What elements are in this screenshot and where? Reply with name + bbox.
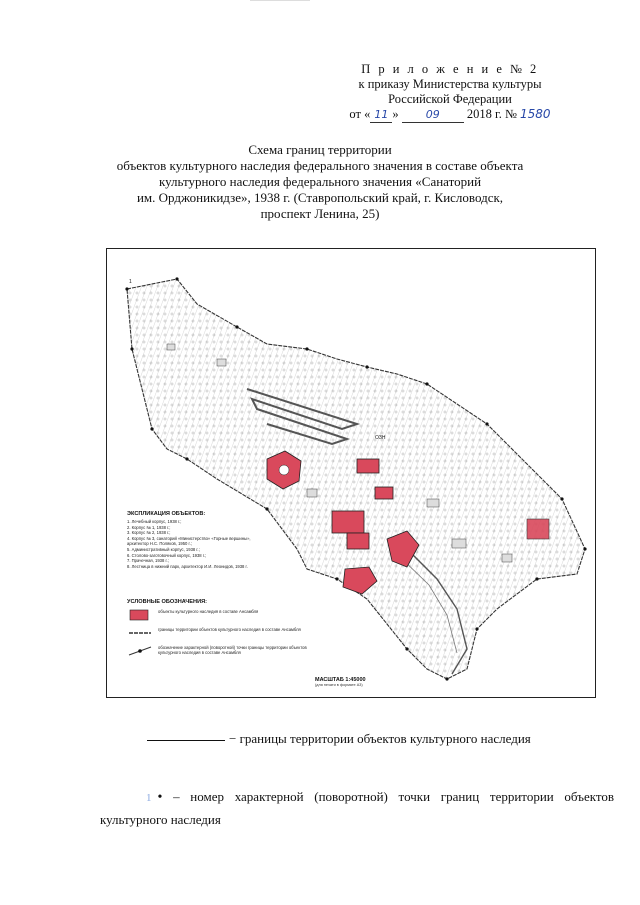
explication-item: 3. Корпус № 2, 1938 г.; xyxy=(127,530,171,536)
appendix-number: П р и л о ж е н и е № 2 xyxy=(361,62,539,76)
title-line-1: Схема границ территории xyxy=(248,142,392,157)
scale-text: МАСШТАБ 1:45000 xyxy=(315,677,366,683)
appendix-date-line xyxy=(320,107,580,123)
explication-item: 4. Корпус № 3, санаторий «Министерство» «Горные вершины», xyxy=(127,535,251,541)
date-day: 11 xyxy=(370,107,392,123)
legend-text: границы территории объектов культурного наследия в составе Ансамбля xyxy=(158,627,301,632)
site-label: ОЗН xyxy=(375,435,386,441)
explication-title: ЭКСПЛИКАЦИЯ ОБЪЕКТОВ: xyxy=(127,511,206,517)
legend-row-heritage xyxy=(127,609,317,621)
boundary-line-legend xyxy=(147,731,531,747)
scan-edge-mark xyxy=(250,0,310,1)
date-prefix: от « xyxy=(349,107,371,121)
boundary-line-text: − границы территории объектов культурного наследия xyxy=(229,731,531,746)
date-month: 09 xyxy=(402,107,464,123)
site-map xyxy=(106,248,596,698)
legend-row-boundary xyxy=(127,627,317,639)
building-6 xyxy=(375,487,393,499)
order-number: 1580 xyxy=(520,107,551,121)
boundary-line-sample xyxy=(147,740,225,741)
point-legend-text: – номер характерной (поворотной) точки границ территории объектов культурного наследия xyxy=(100,789,615,827)
title-line-2: объектов культурного наследия федерального значения в составе объекта xyxy=(116,158,524,173)
legend-title: УСЛОВНЫЕ ОБОЗНАЧЕНИЯ: xyxy=(127,599,207,605)
point-number-sample: 1 xyxy=(146,792,152,804)
document-title xyxy=(100,142,540,222)
appendix-ministry-line: Российской Федерации xyxy=(388,92,512,106)
building-4 xyxy=(357,459,379,473)
appendix-order-line: к приказу Министерства культуры xyxy=(358,77,542,91)
scale-note: (для печати в формате А3) xyxy=(315,683,363,687)
explication-item: 8. Лестница в нижний парк, архитектор И.И. Леонидов, 1938 г. xyxy=(127,563,248,569)
building-7 xyxy=(527,519,549,539)
legend-text: объекты культурного наследия в составе Ансамбля xyxy=(158,609,259,614)
explication-item: 2. Корпус № 1, 1938 г.; xyxy=(127,524,171,530)
explication xyxy=(127,511,297,569)
map-scale xyxy=(315,677,366,687)
map-legend xyxy=(127,599,317,663)
building-2 xyxy=(332,511,364,533)
turning-point-legend xyxy=(100,786,614,831)
explication-item: 7. Прачечная, 1938 г.; xyxy=(127,558,169,564)
title-line-3: культурного наследия федерального значения «Санаторий xyxy=(158,174,482,189)
map-point-number: 1 xyxy=(129,279,132,285)
explication-item: архитектор Н.С. Поляков, 1950 г.; xyxy=(127,541,192,547)
title-line-5: проспект Ленина, 25) xyxy=(260,206,380,221)
heritage-swatch-icon xyxy=(127,609,153,621)
date-close-quote: » xyxy=(392,107,399,121)
explication-item: 5. Административный корпус, 1938 г.; xyxy=(127,546,200,552)
legend-text: обозначение характерной (поворотной) точки границы территории объектов культурного наследия в составе Ансамбля xyxy=(158,645,307,656)
date-year: 2018 г. № xyxy=(466,107,517,121)
explication-item: 6. Столово-заготовочный корпус, 1938 г.; xyxy=(127,552,207,558)
legend-row-point xyxy=(127,645,317,657)
appendix-header xyxy=(320,62,580,123)
explication-item: 1. Лечебный корпус, 1938 г.; xyxy=(127,519,182,524)
point-dot-icon: • xyxy=(157,790,163,805)
title-line-4: им. Орджоникидзе», 1938 г. (Ставропольский край, г. Кисловодск, xyxy=(136,190,504,205)
turning-point-icon xyxy=(127,645,153,657)
boundary-line-icon xyxy=(127,627,153,639)
